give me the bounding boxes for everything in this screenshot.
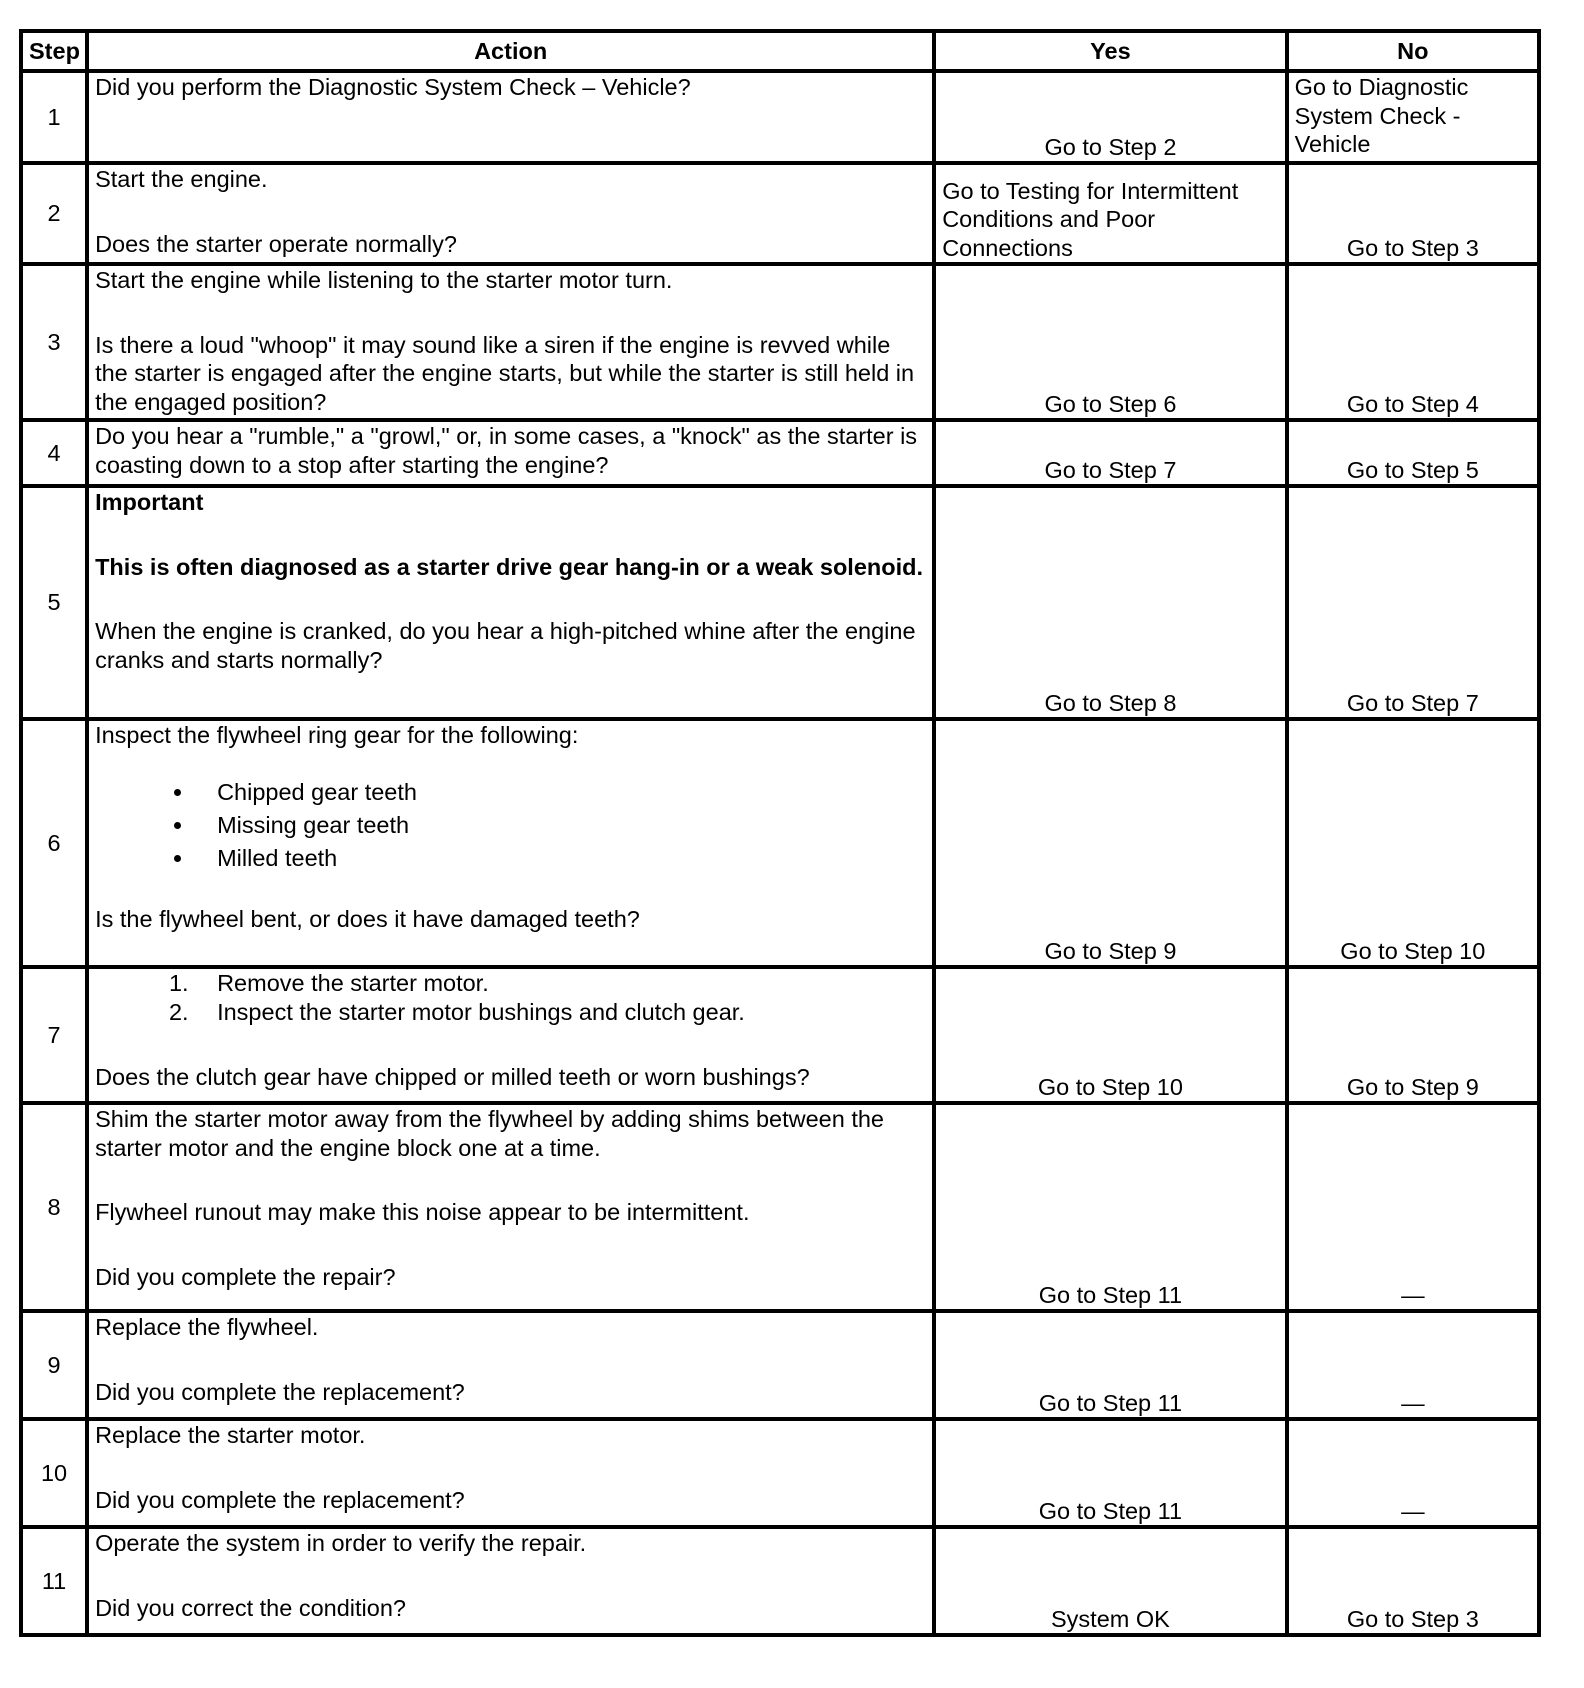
step-number: 5 bbox=[21, 486, 87, 719]
action-question: Is the flywheel bent, or does it have damaged teeth? bbox=[95, 905, 640, 932]
action-text: Replace the flywheel. bbox=[95, 1314, 319, 1340]
step-number: 11 bbox=[21, 1527, 87, 1635]
no-cell: Go to Step 3 bbox=[1287, 163, 1539, 264]
yes-cell: Go to Step 2 bbox=[934, 71, 1286, 163]
yes-cell: Go to Step 11 bbox=[934, 1311, 1286, 1419]
action-question: Does the starter operate normally? bbox=[95, 230, 457, 257]
list-item: • Milled teeth bbox=[195, 842, 926, 875]
no-cell: Go to Step 3 bbox=[1287, 1527, 1539, 1635]
action-text: Replace the starter motor. bbox=[95, 1422, 366, 1448]
yes-cell: Go to Step 6 bbox=[934, 264, 1286, 420]
header-no: No bbox=[1287, 31, 1539, 71]
yes-cell: System OK bbox=[934, 1527, 1286, 1635]
step-number: 10 bbox=[21, 1419, 87, 1527]
list-item: • Missing gear teeth bbox=[195, 809, 926, 842]
yes-cell: Go to Step 9 bbox=[934, 719, 1286, 967]
list-item: 2. Inspect the starter motor bushings and clutch gear. bbox=[195, 998, 926, 1027]
step-number: 4 bbox=[21, 420, 87, 486]
step-number: 3 bbox=[21, 264, 87, 420]
yes-cell: Go to Step 7 bbox=[934, 420, 1286, 486]
no-cell: Go to Step 4 bbox=[1287, 264, 1539, 420]
table-row bbox=[21, 1103, 1539, 1311]
bullet-list bbox=[95, 776, 926, 875]
important-label: Important bbox=[95, 489, 204, 515]
numbered-list bbox=[95, 969, 926, 1027]
action-cell bbox=[87, 71, 934, 163]
step-number: 2 bbox=[21, 163, 87, 264]
action-cell bbox=[87, 1527, 934, 1635]
action-text: Start the engine while listening to the starter motor turn. bbox=[95, 267, 673, 293]
header-step: Step bbox=[21, 31, 87, 71]
action-cell bbox=[87, 420, 934, 486]
no-cell: Go to Diagnostic System Check - Vehicle bbox=[1287, 71, 1539, 163]
action-cell bbox=[87, 486, 934, 719]
yes-cell: Go to Testing for Intermittent Conditions and Poor Connections bbox=[934, 163, 1286, 264]
header-row bbox=[21, 31, 1539, 71]
action-question: Did you correct the condition? bbox=[95, 1594, 406, 1621]
action-cell bbox=[87, 1103, 934, 1311]
no-cell: — bbox=[1287, 1311, 1539, 1419]
action-question: Did you complete the replacement? bbox=[95, 1486, 465, 1513]
header-action: Action bbox=[87, 31, 934, 71]
action-question: Did you complete the repair? bbox=[95, 1263, 396, 1290]
table-row bbox=[21, 420, 1539, 486]
yes-cell: Go to Step 8 bbox=[934, 486, 1286, 719]
step-number: 7 bbox=[21, 967, 87, 1103]
action-note: Flywheel runout may make this noise appear to be intermittent. bbox=[95, 1199, 750, 1225]
yes-cell: Go to Step 11 bbox=[934, 1103, 1286, 1311]
no-cell: Go to Step 9 bbox=[1287, 967, 1539, 1103]
important-note: This is often diagnosed as a starter drive gear hang-in or a weak solenoid. bbox=[95, 553, 924, 580]
diagnostic-table bbox=[19, 29, 1541, 1637]
step-number: 9 bbox=[21, 1311, 87, 1419]
table-row bbox=[21, 264, 1539, 420]
action-cell bbox=[87, 163, 934, 264]
action-cell bbox=[87, 1311, 934, 1419]
list-item: • Chipped gear teeth bbox=[195, 776, 926, 809]
action-question: Did you complete the replacement? bbox=[95, 1378, 465, 1405]
action-cell bbox=[87, 719, 934, 967]
step-number: 1 bbox=[21, 71, 87, 163]
table-row bbox=[21, 1311, 1539, 1419]
table-row bbox=[21, 1527, 1539, 1635]
table-row bbox=[21, 719, 1539, 967]
no-cell: — bbox=[1287, 1419, 1539, 1527]
action-text: Inspect the flywheel ring gear for the following: bbox=[95, 722, 579, 748]
no-cell: Go to Step 10 bbox=[1287, 719, 1539, 967]
action-text: Start the engine. bbox=[95, 166, 268, 192]
action-cell bbox=[87, 264, 934, 420]
action-text: Do you hear a "rumble," a "growl," or, in some cases, a "knock" as the starter is coasting down to a stop after starting the engine? bbox=[95, 423, 918, 478]
action-text: Did you perform the Diagnostic System Check – Vehicle? bbox=[95, 74, 691, 100]
yes-cell: Go to Step 11 bbox=[934, 1419, 1286, 1527]
action-text: Operate the system in order to verify the repair. bbox=[95, 1530, 587, 1556]
action-cell bbox=[87, 967, 934, 1103]
list-item: 1. Remove the starter motor. bbox=[195, 969, 926, 998]
table-row bbox=[21, 163, 1539, 264]
action-cell bbox=[87, 1419, 934, 1527]
action-question: Is there a loud "whoop" it may sound like a siren if the engine is revved while the starter is engaged after the engine starts, but while the starter is still held in the engaged position? bbox=[95, 331, 915, 415]
table-row bbox=[21, 486, 1539, 719]
no-cell: — bbox=[1287, 1103, 1539, 1311]
header-yes: Yes bbox=[934, 31, 1286, 71]
action-question: Does the clutch gear have chipped or milled teeth or worn bushings? bbox=[95, 1064, 810, 1090]
table-row bbox=[21, 967, 1539, 1103]
yes-cell: Go to Step 10 bbox=[934, 967, 1286, 1103]
no-cell: Go to Step 7 bbox=[1287, 486, 1539, 719]
action-text: Shim the starter motor away from the flywheel by adding shims between the starter motor and the engine block one at a time. bbox=[95, 1106, 885, 1161]
table-row bbox=[21, 71, 1539, 163]
step-number: 8 bbox=[21, 1103, 87, 1311]
step-number: 6 bbox=[21, 719, 87, 967]
no-cell: Go to Step 5 bbox=[1287, 420, 1539, 486]
action-question: When the engine is cranked, do you hear a high-pitched whine after the engine cranks and starts normally? bbox=[95, 618, 916, 673]
table-row bbox=[21, 1419, 1539, 1527]
